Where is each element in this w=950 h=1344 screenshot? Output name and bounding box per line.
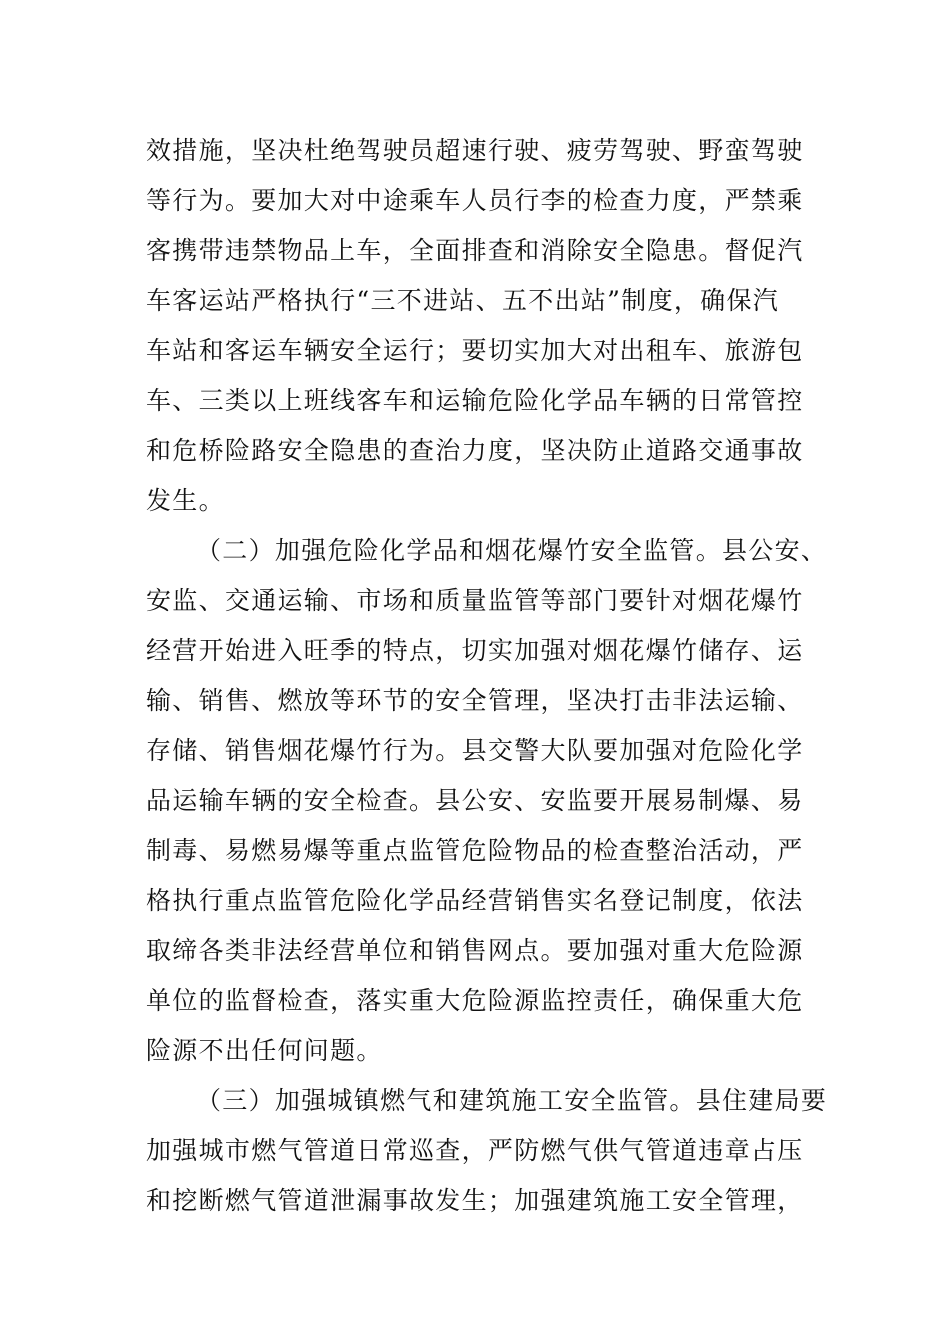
text-line: 险源不出任何问题。	[146, 1036, 383, 1065]
text-line: 和挖断燃气管道泄漏事故发生；加强建筑施工安全管理，	[146, 1186, 804, 1215]
text-line: 客携带违禁物品上车，全面排查和消除安全隐患。督促汽	[146, 236, 804, 265]
text-line: 取缔各类非法经营单位和销售网点。要加强对重大危险源	[146, 936, 804, 965]
text-line: 制毒、易燃易爆等重点监管危险物品的检查整治活动，严	[146, 836, 804, 865]
text-line: （二）加强危险化学品和烟花爆竹安全监管。县公安、	[196, 536, 828, 565]
text-line: 格执行重点监管危险化学品经营销售实名登记制度，依法	[146, 886, 804, 915]
text-line: 存储、销售烟花爆竹行为。县交警大队要加强对危险化学	[146, 736, 804, 765]
text-line: 车、三类以上班线客车和运输危险化学品车辆的日常管控	[146, 386, 804, 415]
text-line: 品运输车辆的安全检查。县公安、安监要开展易制爆、易	[146, 786, 804, 815]
text-line: 安监、交通运输、市场和质量监管等部门要针对烟花爆竹	[146, 586, 804, 615]
text-line: 效措施，坚决杜绝驾驶员超速行驶、疲劳驾驶、野蛮驾驶	[146, 136, 804, 165]
text-line: 发生。	[146, 486, 225, 515]
paragraph	[146, 1076, 828, 1226]
text-line: 输、销售、燃放等环节的安全管理，坚决打击非法运输、	[146, 686, 804, 715]
text-line: 等行为。要加大对中途乘车人员行李的检查力度，严禁乘	[146, 186, 804, 215]
text-line: 和危桥险路安全隐患的查治力度，坚决防止道路交通事故	[146, 436, 804, 465]
text-line: 加强城市燃气管道日常巡查，严防燃气供气管道违章占压	[146, 1136, 804, 1165]
text-line: 经营开始进入旺季的特点，切实加强对烟花爆竹储存、运	[146, 636, 804, 665]
text-line: （三）加强城镇燃气和建筑施工安全监管。县住建局要	[196, 1086, 828, 1115]
paragraph	[146, 126, 806, 526]
paragraph	[146, 526, 828, 1076]
text-line: 单位的监督检查，落实重大危险源监控责任，确保重大危	[146, 986, 804, 1015]
text-line: 车站和客运车辆安全运行；要切实加大对出租车、旅游包	[146, 336, 804, 365]
text-line: 车客运站严格执行“三不进站、五不出站”制度，确保汽	[146, 286, 780, 315]
document-body	[146, 126, 828, 1226]
